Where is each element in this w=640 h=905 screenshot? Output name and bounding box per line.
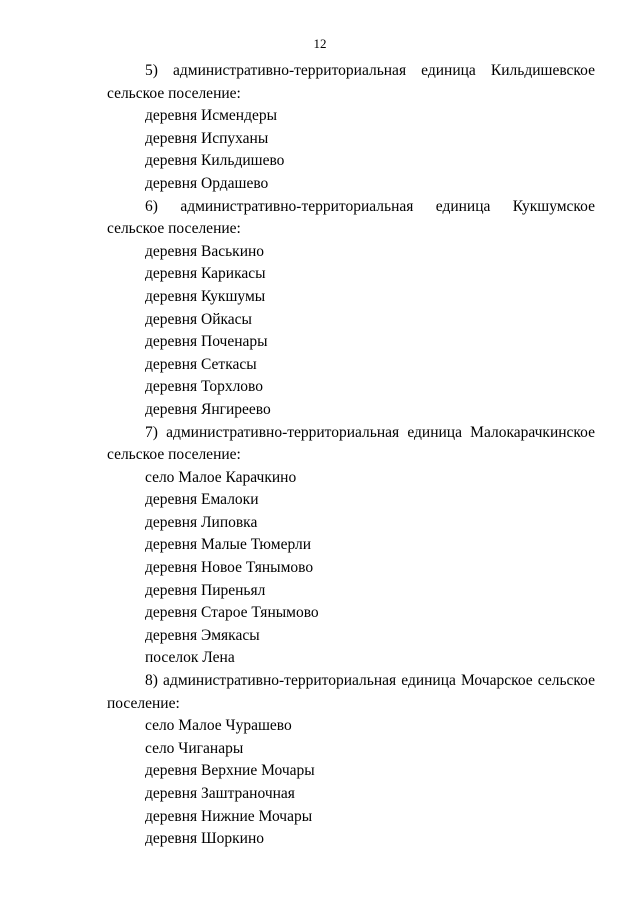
- section-6: [107, 196, 595, 422]
- section-heading: 5) административно-территориальная единица Кильдишевское сельское поселение:: [107, 62, 595, 102]
- list-item: деревня Испуханы: [145, 129, 269, 147]
- list-item: село Малое Карачкино: [145, 468, 297, 486]
- list-item: деревня Кукшумы: [145, 287, 266, 305]
- list-item: село Чиганары: [145, 739, 244, 757]
- section-heading: 7) административно-территориальная единица Малокарачкинское сельское поселение:: [107, 423, 595, 464]
- list-item: деревня Старое Тянымово: [145, 604, 319, 622]
- list-item: деревня Емалоки: [145, 491, 259, 509]
- page-number: 12: [313, 36, 327, 51]
- list-item: деревня Карикасы: [145, 265, 266, 283]
- list-item: деревня Верхние Мочары: [145, 762, 315, 780]
- list-item: поселок Лена: [145, 649, 235, 667]
- list-item: деревня Поченары: [145, 333, 268, 351]
- section-7: [107, 422, 595, 671]
- section-8: [107, 670, 595, 851]
- list-item: деревня Нижние Мочары: [145, 807, 313, 825]
- section-5: [107, 60, 595, 196]
- list-item: деревня Сеткасы: [145, 355, 257, 373]
- section-heading: 8) административно-территориальная единица Мочарское сельское поселение:: [107, 672, 595, 712]
- list-item: деревня Ордашево: [145, 174, 269, 192]
- list-item: деревня Торхлово: [145, 378, 264, 396]
- section-heading: 6) административно-территориальная единица Кукшумское сельское поселение:: [107, 197, 595, 238]
- list-item: деревня Липовка: [145, 513, 258, 531]
- list-item: деревня Исмендеры: [145, 107, 277, 125]
- list-item: деревня Новое Тянымово: [145, 559, 314, 577]
- list-item: деревня Ойкасы: [145, 310, 252, 328]
- list-item: деревня Эмякасы: [145, 626, 260, 644]
- list-item: деревня Янгиреево: [145, 400, 271, 418]
- list-item: деревня Пиреньял: [145, 581, 266, 599]
- list-item: село Малое Чурашево: [145, 717, 292, 735]
- list-item: деревня Малые Тюмерли: [145, 536, 312, 554]
- list-item: деревня Шоркино: [145, 830, 265, 848]
- list-item: деревня Заштраночная: [145, 785, 295, 802]
- list-item: деревня Кильдишево: [145, 152, 285, 170]
- document-body: [107, 60, 595, 851]
- list-item: деревня Васькино: [145, 242, 265, 260]
